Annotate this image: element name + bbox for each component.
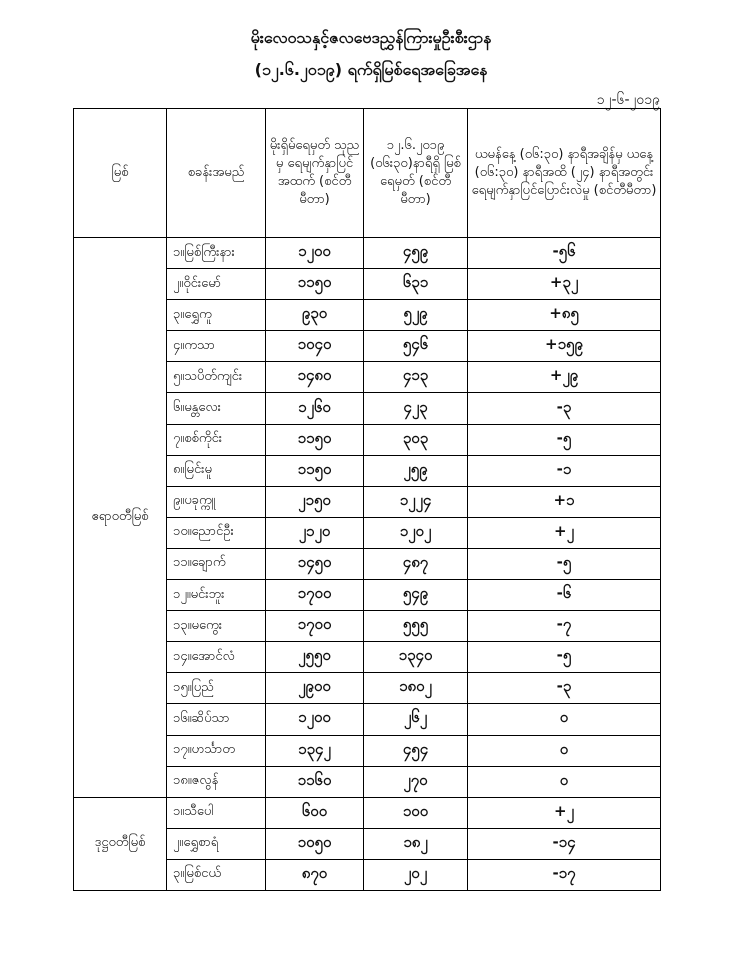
- change-cell: +၈၅: [468, 300, 661, 331]
- danger-level-cell: ၂၁၅၀: [266, 486, 364, 517]
- change-cell: +၁၅၉: [468, 331, 661, 362]
- current-level-cell: ၂၀၂: [364, 859, 468, 890]
- change-cell: +၁: [468, 486, 661, 517]
- change-cell: ၀: [468, 704, 661, 735]
- danger-level-cell: ၁၂၀၀: [266, 704, 364, 735]
- current-level-cell: ၄၅၉: [364, 238, 468, 269]
- current-level-cell: ၄၁၃: [364, 362, 468, 393]
- station-cell: ၇။စစ်ကိုင်း: [167, 424, 266, 455]
- table-row: [74, 238, 661, 269]
- station-cell: ၁၁။ချောက်: [167, 548, 266, 579]
- danger-level-cell: ၆၀၀: [266, 797, 364, 828]
- danger-level-cell: ၁၀၅၀: [266, 828, 364, 859]
- change-cell: -၅: [468, 642, 661, 673]
- change-cell: +၂: [468, 797, 661, 828]
- change-cell: ၀: [468, 766, 661, 797]
- change-cell: -၁၄: [468, 828, 661, 859]
- station-cell: ၁၆။ဆိပ်သာ: [167, 704, 266, 735]
- station-cell: ၂။ရွှေစာရံ: [167, 828, 266, 859]
- station-cell: ၁။သီပေါ: [167, 797, 266, 828]
- current-level-cell: ၅၅၅: [364, 611, 468, 642]
- current-level-cell: ၁၂၀၂: [364, 517, 468, 548]
- station-cell: ၆။မန္တလေး: [167, 393, 266, 424]
- current-level-cell: ၁၃၄၀: [364, 642, 468, 673]
- station-cell: ၈။မြင်းမူ: [167, 455, 266, 486]
- station-cell: ၉။ပခုက္ကူ: [167, 486, 266, 517]
- danger-level-cell: ၁၁၅၀: [266, 455, 364, 486]
- danger-level-cell: ၁၁၅၀: [266, 269, 364, 300]
- danger-level-cell: ၁၄၈၀: [266, 362, 364, 393]
- column-header-current-level: ၁၂.၆.၂၀၁၉ (၀၆း၃၀)နာရီရှိ မြစ်ရေမှတ် (စင်တီမီတာ): [364, 109, 468, 238]
- danger-level-cell: ၁၂၀၀: [266, 238, 364, 269]
- station-cell: ၃။ရွှေကူ: [167, 300, 266, 331]
- table-row: [74, 797, 661, 828]
- change-cell: +၂၉: [468, 362, 661, 393]
- current-level-cell: ၄၂၃: [364, 393, 468, 424]
- current-level-cell: ၄၅၄: [364, 735, 468, 766]
- current-level-cell: ၂၆၂: [364, 704, 468, 735]
- change-cell: -၆: [468, 580, 661, 611]
- danger-level-cell: ၂၁၂၀: [266, 517, 364, 548]
- current-level-cell: ၁၈၂: [364, 828, 468, 859]
- report-date: ၁၂-၆-၂၀၁၉: [596, 92, 660, 108]
- danger-level-cell: ၂၅၅၀: [266, 642, 364, 673]
- column-header-station: စခန်းအမည်: [167, 109, 266, 238]
- danger-level-cell: ၁၇၀၀: [266, 611, 364, 642]
- danger-level-cell: ၁၃၄၂: [266, 735, 364, 766]
- danger-level-cell: ၈၇၀: [266, 859, 364, 890]
- change-cell: ၀: [468, 735, 661, 766]
- change-cell: -၁၇: [468, 859, 661, 890]
- station-cell: ၄။ကသာ: [167, 331, 266, 362]
- river-name-cell: ဒုဋ္ဌဝတီမြစ်: [74, 797, 167, 890]
- column-header-danger-level: မိုးရှိမ်ရေမှတ် သုညမှ ရေမျက်နှာပြင်အထက် (စင်တီမီတာ): [266, 109, 364, 238]
- change-cell: +၃၂: [468, 269, 661, 300]
- change-cell: -၃: [468, 673, 661, 704]
- danger-level-cell: ၁၄၅၀: [266, 548, 364, 579]
- change-cell: -၅: [468, 424, 661, 455]
- current-level-cell: ၃၀၃: [364, 424, 468, 455]
- column-header-24h-change: ယမန်နေ့ (၀၆:၃၀) နာရီအချိန်မှ ယနေ့ (၀၆:၃၀) နာရီအထိ (၂၄) နာရီအတွင်း ရေမျက်နှာပြင်ပြောင်းလဲမှု (စင်တီမီတာ): [468, 109, 661, 238]
- danger-level-cell: ၁၁၆၀: [266, 766, 364, 797]
- station-cell: ၁၅။ပြည်: [167, 673, 266, 704]
- danger-level-cell: ၂၉၀၀: [266, 673, 364, 704]
- change-cell: -၅၆: [468, 238, 661, 269]
- danger-level-cell: ၁၂၆၀: [266, 393, 364, 424]
- river-name-cell: ဧရာဝတီမြစ်: [74, 238, 167, 798]
- station-cell: ၅။သပိတ်ကျင်း: [167, 362, 266, 393]
- change-cell: -၁: [468, 455, 661, 486]
- change-cell: -၇: [468, 611, 661, 642]
- danger-level-cell: ၁၀၄၀: [266, 331, 364, 362]
- table-body: [74, 238, 661, 891]
- table-header-row: [74, 109, 661, 238]
- current-level-cell: ၅၄၉: [364, 580, 468, 611]
- danger-level-cell: ၉၃၀: [266, 300, 364, 331]
- danger-level-cell: ၁၁၅၀: [266, 424, 364, 455]
- current-level-cell: ၁၂၂၄: [364, 486, 468, 517]
- current-level-cell: ၁၀၀: [364, 797, 468, 828]
- current-level-cell: ၅၂၉: [364, 300, 468, 331]
- station-cell: ၃။မြစ်ငယ်: [167, 859, 266, 890]
- title-line-1: မိုးလေဝသနှင့်ဇလဗေဒညွှန်ကြားမှုဦးစီးဌာန: [250, 28, 492, 47]
- station-cell: ၁၇။ဟင်္သာတ: [167, 735, 266, 766]
- station-cell: ၁၃။မကွေး: [167, 611, 266, 642]
- station-cell: ၁၄။အောင်လံ: [167, 642, 266, 673]
- station-cell: ၁၂။မင်းဘူး: [167, 580, 266, 611]
- danger-level-cell: ၁၇၀၀: [266, 580, 364, 611]
- column-header-river: မြစ်: [74, 109, 167, 238]
- change-cell: +၂: [468, 517, 661, 548]
- change-cell: -၃: [468, 393, 661, 424]
- current-level-cell: ၂၅၉: [364, 455, 468, 486]
- current-level-cell: ၅၄၆: [364, 331, 468, 362]
- station-cell: ၁။မြစ်ကြီးနား: [167, 238, 266, 269]
- station-cell: ၁၈။ဇလွန်: [167, 766, 266, 797]
- station-cell: ၂။ဝိုင်းမော်: [167, 269, 266, 300]
- current-level-cell: ၁၈၀၂: [364, 673, 468, 704]
- river-level-table: [73, 108, 661, 891]
- current-level-cell: ၂၇၀: [364, 766, 468, 797]
- change-cell: -၅: [468, 548, 661, 579]
- title-line-2: (၁၂.၆.၂၀၁၉) ရက်ရှိမြစ်ရေအခြေအနေ: [254, 60, 488, 79]
- station-cell: ၁၀။ညောင်ဦး: [167, 517, 266, 548]
- current-level-cell: ၆၃၁: [364, 269, 468, 300]
- current-level-cell: ၄၈၇: [364, 548, 468, 579]
